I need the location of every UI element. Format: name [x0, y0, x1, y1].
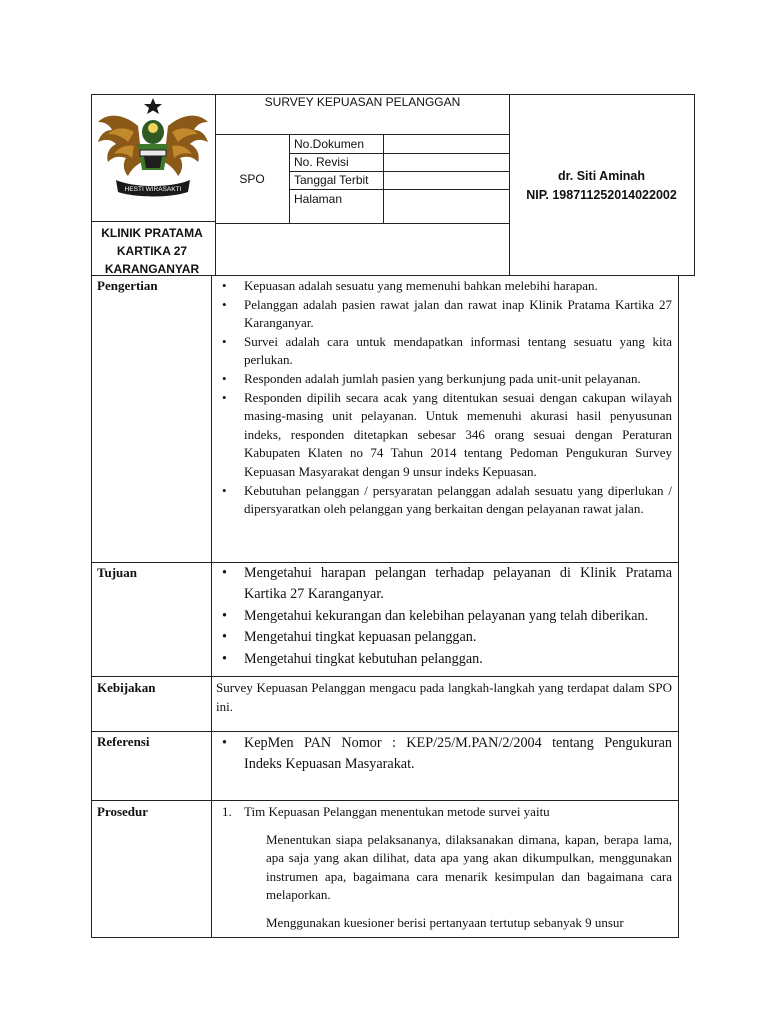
- list-item: • Mengetahui tingkat kepuasan pelanggan.: [216, 627, 672, 648]
- clinic-name: KLINIK PRATAMA KARTIKA 27 KARANGANYAR: [101, 226, 203, 276]
- logo-banner-text: HESTI WIRASAKTI: [124, 186, 182, 193]
- signer-nip: NIP. 198711252014022002: [526, 188, 677, 202]
- section-referensi: [216, 733, 672, 776]
- meta-tanggal-terbit: Tanggal Terbit: [294, 173, 369, 187]
- list-item: • Kebutuhan pelanggan / persyaratan pelanggan adalah sesuatu yang diperlukan / dipersyaratkan oleh pelanggan yang berkaitan dengan pelayanan rawat jalan.: [216, 482, 672, 519]
- signer-name: dr. Siti Aminah: [557, 169, 646, 183]
- list-item: • Survei adalah cara untuk mendapatkan informasi tentang sesuatu yang kita perlukan.: [216, 333, 672, 370]
- section-pengertian: [216, 277, 672, 519]
- section-kebijakan: Survey Kepuasan Pelanggan mengacu pada langkah-langkah yang terdapat dalam SPO ini.: [216, 680, 672, 714]
- section-prosedur: [216, 803, 672, 946]
- procedure-step: [216, 803, 672, 822]
- list-item: • Responden dipilih secara acak yang ditentukan sesuai dengan cakupan wilayah masing-masing unit pelayanan. Untuk memenuhi akurasi hasil penyusunan indeks, responden ditetapkan sebesar 346 orang sesuai dengan Peraturan Kabupaten Klaten no 74 Tahun 2014 tentang Pedoman Pengukuran Survey Kepuasan Masyarakat dengan 9 unsur indeks Kepuasan.: [216, 389, 672, 482]
- spo-label: SPO: [239, 172, 265, 186]
- list-item: • Mengetahui kekurangan dan kelebihan pelayanan yang telah diberikan.: [216, 606, 672, 627]
- institution-logo: [94, 96, 212, 200]
- section-label-referensi: Referensi: [97, 734, 150, 749]
- list-item: • KepMen PAN Nomor : KEP/25/M.PAN/2/2004 tentang Pengukuran Indeks Kepuasan Masyarakat.: [216, 733, 672, 776]
- list-item: • Mengetahui tingkat kebutuhan pelanggan.: [216, 649, 672, 670]
- section-label-pengertian: Pengertian: [97, 278, 158, 293]
- list-item: Menggunakan kuesioner berisi pertanyaan tertutup sebanyak 9 unsur: [266, 914, 624, 930]
- list-item: Menentukan siapa pelaksananya, dilaksanakan dimana, kapan, berapa lama, apa saja yang akan dilihat, data apa yang akan dikumpulkan, menggunakan instrumen apa, bagaimana cara menarik kesimpulan dan bagaimana cara melaporkan.: [266, 831, 672, 903]
- list-item: • Pelanggan adalah pasien rawat jalan dan rawat inap Klinik Pratama Kartika 27 Karanganyar.: [216, 296, 672, 333]
- section-tujuan: [216, 563, 672, 670]
- section-label-tujuan: Tujuan: [97, 565, 137, 580]
- section-label-kebijakan: Kebijakan: [97, 680, 156, 695]
- section-label-prosedur: Prosedur: [97, 804, 149, 819]
- meta-halaman: Halaman: [294, 192, 343, 206]
- meta-no-dokumen: No.Dokumen: [294, 137, 365, 151]
- list-item: • Responden adalah jumlah pasien yang berkunjung pada unit-unit pelayanan.: [216, 370, 672, 389]
- list-item: • Mengetahui harapan pelangan terhadap pelayanan di Klinik Pratama Kartika 27 Karanganyar.: [216, 563, 672, 606]
- step-text: Tim Kepuasan Pelanggan menentukan metode survei yaitu: [244, 804, 550, 819]
- list-item: • Kepuasan adalah sesuatu yang memenuhi bahkan melebihi harapan.: [216, 277, 672, 296]
- meta-no-revisi: No. Revisi: [294, 155, 349, 169]
- step-number: 1.: [222, 804, 232, 819]
- document-title: SURVEY KEPUASAN PELANGGAN: [264, 95, 461, 109]
